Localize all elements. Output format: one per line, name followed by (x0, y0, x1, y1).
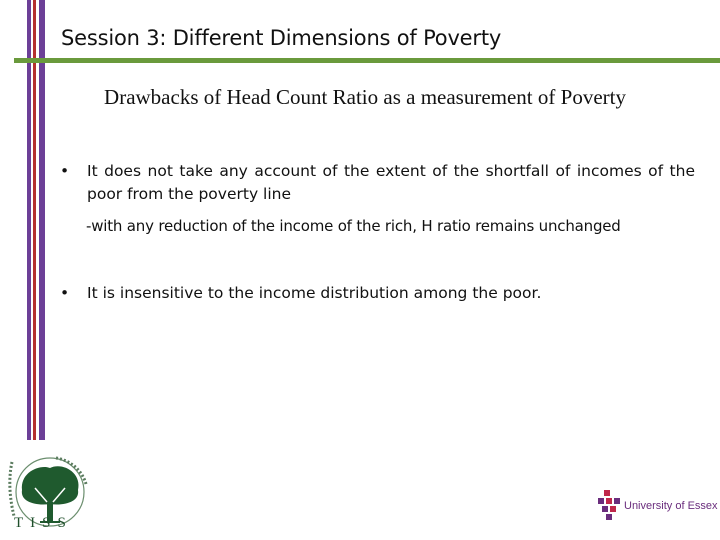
bullet-item-1 (60, 160, 695, 206)
tiss-logo-text: TISS (14, 515, 73, 531)
bullet-text: It does not take any account of the extent of the shortfall of incomes of the poor from the poverty line (87, 162, 695, 203)
sub-point: -with any reduction of the income of the rich, H ratio remains unchanged (86, 217, 621, 235)
bullet-text: It is insensitive to the income distribution among the poor. (87, 284, 542, 302)
essex-squares-icon (598, 490, 620, 520)
slide-heading: Drawbacks of Head Count Ratio as a measurement of Poverty (104, 85, 626, 109)
essex-logo-text: University of Essex (624, 500, 718, 512)
left-accent-bar-red (33, 0, 36, 440)
left-accent-bar-purple-2 (39, 0, 45, 440)
title-divider (14, 58, 720, 63)
bullet-marker: • (60, 284, 70, 302)
left-accent-bar-purple (27, 0, 31, 440)
bullet-item-2 (60, 282, 695, 305)
bullet-marker: • (60, 162, 70, 180)
session-title: Session 3: Different Dimensions of Poverty (61, 26, 502, 50)
